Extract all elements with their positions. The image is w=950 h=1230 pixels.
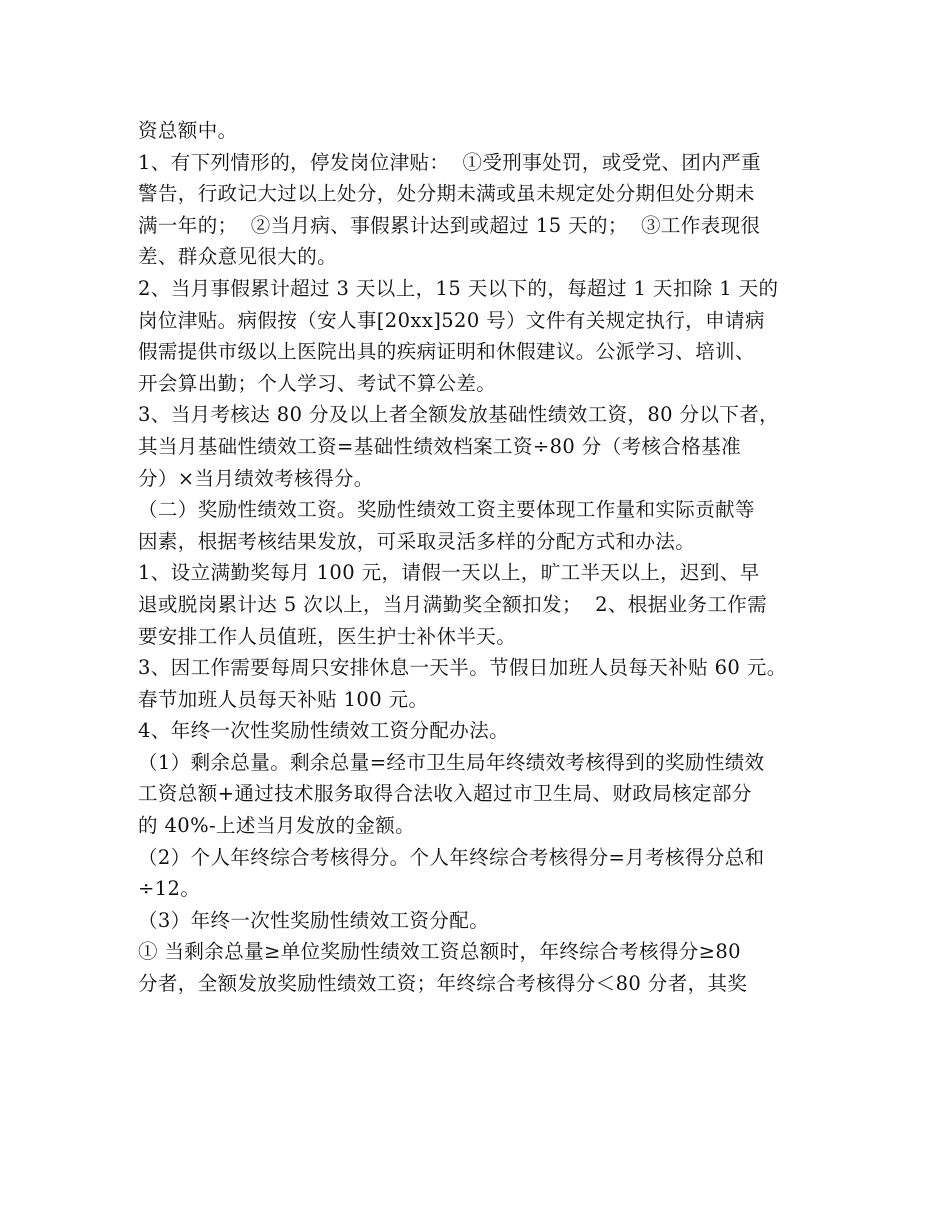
- text-line: ÷12。: [138, 877, 201, 901]
- text-line: 2、当月事假累计超过 3 天以上，15 天以下的，每超过 1 天扣除 1 天的: [138, 276, 779, 300]
- text-line: 的 40%-上述当月发放的金额。: [138, 814, 416, 838]
- text-line: 1、有下列情形的，停发岗位津贴： ①受刑事处罚，或受党、团内严重: [138, 150, 762, 174]
- text-line: 1、设立满勤奖每月 100 元，请假一天以上，旷工半天以上，迟到、早: [138, 561, 760, 585]
- text-line: 春节加班人员每天补贴 100 元。: [138, 687, 429, 711]
- text-line: 岗位津贴。病假按（安人事[20xx]520 号）文件有关规定执行，申请病: [138, 308, 765, 332]
- text-line: 因素，根据考核结果发放，可采取灵活多样的分配方式和办法。: [138, 529, 696, 553]
- text-line: 满一年的； ②当月病、事假累计达到或超过 15 天的； ③工作表现很: [138, 213, 761, 237]
- text-line: 要安排工作人员值班，医生护士补休半天。: [138, 624, 517, 648]
- text-line: 分）×当月绩效考核得分。: [138, 466, 374, 490]
- text-line: 假需提供市级以上医院出具的疾病证明和休假建议。公派学习、培训、: [138, 340, 755, 364]
- text-line: 其当月基础性绩效工资=基础性绩效档案工资÷80 分（考核合格基准: [138, 434, 741, 458]
- text-line: 分者，全额发放奖励性绩效工资；年终综合考核得分＜80 分者，其奖: [138, 972, 748, 996]
- text-line: ① 当剩余总量≥单位奖励性绩效工资总额时，年终综合考核得分≥80: [138, 940, 741, 964]
- text-line: （2）个人年终综合考核得分。个人年终综合考核得分=月考核得分总和: [138, 845, 765, 869]
- text-line: 差、群众意见很大的。: [138, 245, 338, 269]
- text-line: （3）年终一次性奖励性绩效工资分配。: [138, 908, 490, 932]
- text-line: 4、年终一次性奖励性绩效工资分配办法。: [138, 719, 510, 743]
- text-line: （二）奖励性绩效工资。奖励性绩效工资主要体现工作量和实际贡献等: [138, 498, 755, 522]
- text-line: （1）剩余总量。剩余总量=经市卫生局年终绩效考核得到的奖励性绩效: [138, 750, 765, 774]
- text-line: 开会算出勤；个人学习、考试不算公差。: [138, 371, 497, 395]
- text-line: 工资总额+通过技术服务取得合法收入超过市卫生局、财政局核定部分: [138, 782, 752, 806]
- text-line: 警告，行政记大过以上处分，处分期未满或虽未规定处分期但处分期未: [138, 182, 755, 206]
- text-line: 退或脱岗累计达 5 次以上，当月满勤奖全额扣发； 2、根据业务工作需: [138, 592, 768, 616]
- document-body: [138, 115, 828, 1000]
- text-line: 3、因工作需要每周只安排休息一天半。节假日加班人员每天补贴 60 元。: [138, 656, 787, 680]
- text-line: 3、当月考核达 80 分及以上者全额发放基础性绩效工资，80 分以下者，: [138, 403, 780, 427]
- text-line: 资总额中。: [138, 119, 238, 142]
